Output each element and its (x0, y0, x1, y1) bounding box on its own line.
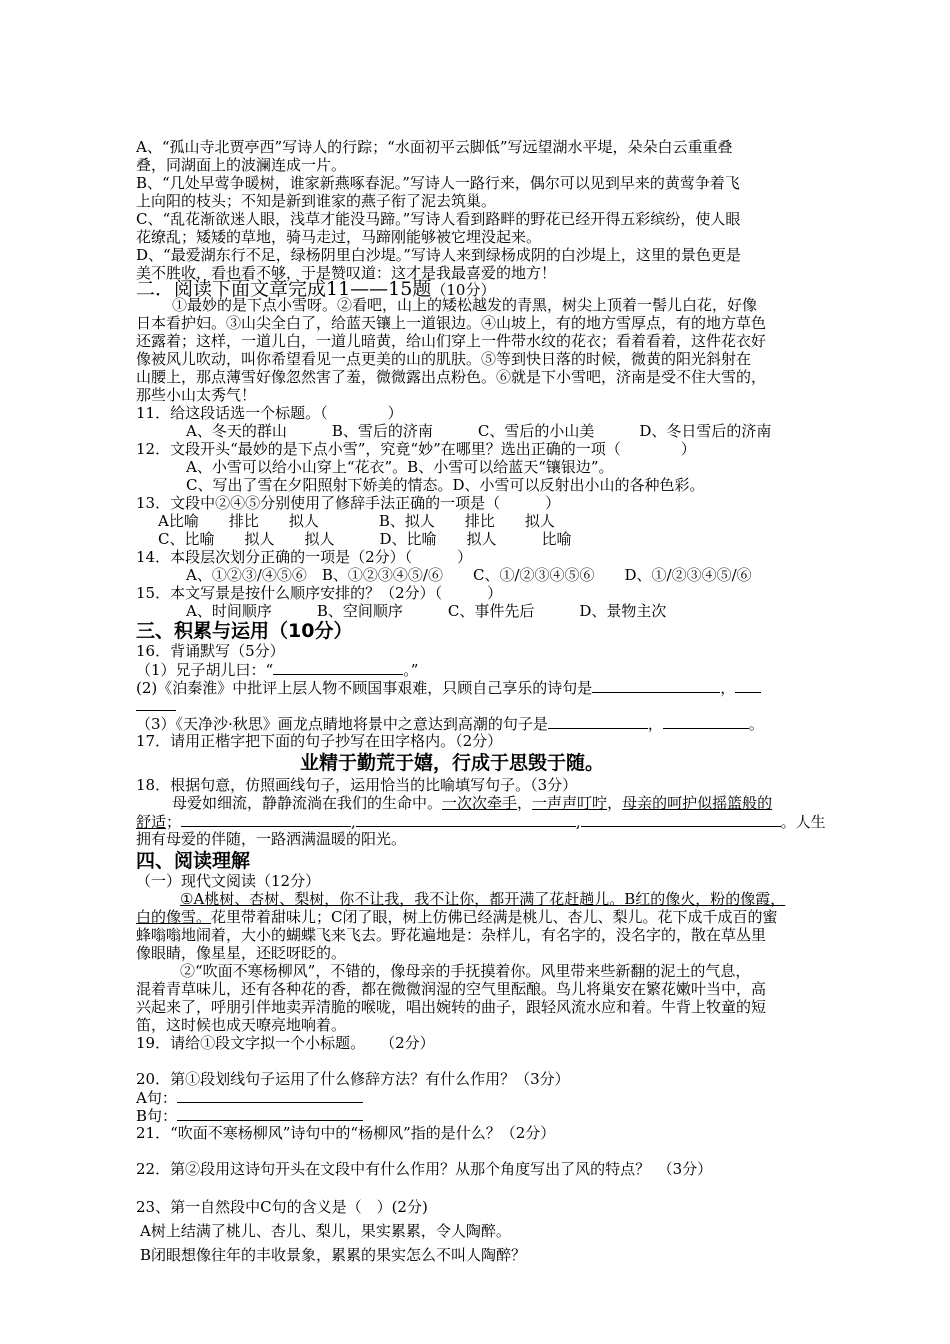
subsection-modern-reading: （一）现代文阅读（12分） (136, 872, 321, 890)
question-19: 19．请给①段文字拟一个小标题。 （2分） (136, 1034, 435, 1052)
question-21: 21．“吹面不寒杨柳风”诗句中的“杨柳风”指的是什么？（2分） (136, 1124, 556, 1142)
underlined-phrase: 一声声叮咛 (532, 794, 608, 812)
passage2-para2-line1: ②“吹面不寒杨柳风”，不错的，像母亲的手抚摸着你。风里带来些新翻的泥土的气息， (180, 962, 751, 980)
question-20-b: B句： (136, 1106, 363, 1125)
question-12: 12．文段开头“最妙的是下点小雪”，究竟“妙”在哪里？选出正确的一项（ ） (136, 440, 696, 458)
answer-blank[interactable] (136, 696, 176, 711)
question-13-options-ab: A比喻 排比 拟人 B、拟人 排比 拟人 (158, 512, 555, 530)
question-14: 14．本段层次划分正确的一项是（2分）（ ） (136, 548, 473, 566)
question-13-options-cd: C、比喻 拟人 拟人 D、比喻 拟人 比喻 (158, 530, 572, 548)
passage2-para1-line4: 像眼睛，像星星，还眨呀眨的。 (136, 944, 347, 962)
question-16: 16．背诵默写（5分） (136, 642, 285, 660)
answer-blank[interactable] (356, 812, 576, 827)
answer-blank[interactable] (581, 812, 781, 827)
question-16-1: （1）兄子胡儿曰：“ 。” (136, 661, 419, 679)
passage2-para1-line1: ①A桃树、杏树、梨树，你不让我，我不让你，都开满了花赶趟儿。B红的像火，粉的像霞， (180, 890, 786, 908)
passage1-line2: 日本看护妇。③山尖全白了，给蓝天镶上一道银边。④山坡上，有的地方雪厚点，有的地方草色 (136, 314, 767, 332)
question-11-options: A、冬天的群山 B、雪后的济南 C、雪后的小山美 D、冬日雪后的济南 (186, 422, 772, 440)
answer-blank[interactable] (181, 812, 351, 827)
question-16-2-continued (136, 696, 176, 715)
question-23-option-a: A树上结满了桃儿、杏儿、梨儿，果实累累，令人陶醉。 (140, 1222, 511, 1240)
question-22: 22．第②段用这诗句开头在文段中有什么作用？从那个角度写出了风的特点？ （3分） (136, 1160, 713, 1178)
answer-blank[interactable] (177, 1106, 363, 1121)
option-d-line1: D、“最爱湖东行不足，绿杨阴里白沙堤。”写诗人来到绿杨成阴的白沙堤上，这里的景色更是 (136, 246, 741, 264)
question-14-options: A、①②③/④⑤⑥ B、①②③④⑤/⑥ C、①/②③④⑤⑥ D、①/②③④⑤/⑥ (186, 566, 752, 584)
section-2-score: （10分） (431, 281, 496, 299)
option-c-line1: C、“乱花渐欲迷人眼，浅草才能没马蹄。”写诗人看到路畔的野花已经开得五彩缤纷，使人眼 (136, 210, 741, 228)
question-23: 23、第一自然段中C句的含义是（ ）(2分) (136, 1198, 428, 1216)
answer-blank[interactable] (592, 678, 720, 693)
question-18: 18．根据句意，仿照画线句子，运用恰当的比喻填写句子。（3分） (136, 776, 578, 794)
question-13: 13．文段中②④⑤分别使用了修辞手法正确的一项是（ ） (136, 494, 561, 512)
option-a-line1: A、“孤山寺北贾亭西”写诗人的行踪；“水面初平云脚低”写远望湖水平堤，朵朵白云重重叠 (136, 138, 733, 156)
passage2-para2-line3: 兴起来了，呼朋引伴地卖弄清脆的喉咙，唱出婉转的曲子，跟轻风流水应和着。牛背上牧童的短 (136, 998, 767, 1016)
question-12-options-ab: A、小雪可以给小山穿上“花衣”。B、小雪可以给蓝天“镶银边”。 (186, 458, 614, 476)
option-a-line2: 叠，同湖面上的波澜连成一片。 (136, 156, 347, 174)
underlined-phrase: 一次次牵手 (442, 794, 518, 812)
question-16-2: (2)《泊秦淮》中批评上层人物不顾国事艰难，只顾自己享乐的诗句是 ， (136, 678, 761, 697)
passage2-para1-line3: 蜂嗡嗡地闹着，大小的蝴蝶飞来飞去。野花遍地是：杂样儿，有名字的，没名字的，散在草丛里 (136, 926, 767, 944)
question-18-sentence-line1: 母爱如细流，静静流淌在我们的生命中。一次次牵手，一声声叮咛，母亲的呵护似摇篮般的 (172, 794, 773, 812)
passage1-line6: 那些小山太秀气！ (136, 386, 257, 404)
question-12-options-cd: C、写出了雪在夕阳照射下娇美的情态。D、小雪可以反射出小山的各种色彩。 (186, 476, 705, 494)
answer-blank[interactable] (548, 714, 648, 729)
answer-blank[interactable] (177, 1088, 363, 1103)
question-18-sentence-line2: 舒适； , , 。人生 (136, 813, 826, 831)
option-b-line1: B、“几处早莺争暖树，谁家新燕啄春泥。”写诗人一路行来，偶尔可以见到早来的黄莺争着飞 (136, 174, 740, 192)
section-4-heading: 四、阅读理解 (136, 850, 251, 872)
question-17: 17．请用正楷字把下面的句子抄写在田字格内。（2分） (136, 732, 503, 750)
option-b-line2: 上向阳的枝头；不知是新到谁家的燕子衔了泥去筑巢。 (136, 192, 497, 210)
option-d-line2: 美不胜收，看也看不够，于是赞叹道：这才是我最喜爱的地方！ (136, 264, 557, 282)
answer-blank[interactable] (735, 678, 761, 693)
passage1-line4: 像被风儿吹动，叫你希望看见一点更美的山的肌肤。⑤等到快日落的时候，微黄的阳光斜射在 (136, 350, 752, 368)
question-15: 15．本文写景是按什么顺序安排的？（2分）（ ） (136, 584, 503, 602)
question-20-a: A句： (136, 1088, 363, 1107)
underlined-phrase: 舒适 (136, 813, 167, 831)
question-20: 20．第①段划线句子运用了什么修辞方法？有什么作用？（3分） (136, 1070, 570, 1088)
option-c-line2: 花缭乱；矮矮的草地，骑马走过，马蹄刚能够被它埋没起来。 (136, 228, 542, 246)
underlined-phrase: 母亲的呵护似摇篮般的 (622, 794, 773, 812)
passage1-line5: 山腰上，那点薄雪好像忽然害了羞，微微露出点粉色。⑥就是下小雪吧，济南是受不住大雪的， (136, 368, 767, 386)
answer-blank[interactable] (663, 714, 749, 729)
answer-blank[interactable] (273, 660, 403, 675)
section-2-title: 二．阅读下面文章完成11——15题 (136, 278, 432, 300)
passage2-para1-line2: 白的像雪。花里带着甜味儿；C闭了眼，树上仿佛已经满是桃儿、杏儿、梨儿。花下成千成百的蜜 (136, 908, 778, 926)
passage1-line1: ①最妙的是下点小雪呀。②看吧，山上的矮松越发的青黑，树尖上顶着一髻儿白花，好像 (172, 296, 758, 314)
passage2-para2-line4: 笛，这时候也成天嘹亮地响着。 (136, 1016, 347, 1034)
question-16-3: （3）《天净沙·秋思》画龙点睛地将景中之意达到高潮的句子是 ， 。 (136, 715, 764, 733)
passage1-line3: 还露着；这样，一道儿白，一道儿暗黄，给山们穿上一件带水纹的花衣；看着看着，这件花衣好 (136, 332, 767, 350)
question-11: 11．给这段话选一个标题。（ ） (136, 404, 403, 422)
motto-sentence: 业精于勤荒于嬉，行成于思毁于随。 (300, 752, 605, 774)
question-23-option-b: B闭眼想像往年的丰收景象，累累的果实怎么不叫人陶醉？ (140, 1246, 527, 1264)
section-3-heading: 三、积累与运用（10分） (136, 620, 353, 642)
passage2-para2-line2: 混着青草味儿，还有各种花的香，都在微微润湿的空气里酝酿。鸟儿将巢安在繁花嫩叶当中，高 (136, 980, 767, 998)
question-15-options: A、时间顺序 B、空间顺序 C、事件先后 D、景物主次 (186, 602, 667, 620)
question-18-sentence-line3: 拥有母爱的伴随，一路洒满温暖的阳光。 (136, 830, 407, 848)
